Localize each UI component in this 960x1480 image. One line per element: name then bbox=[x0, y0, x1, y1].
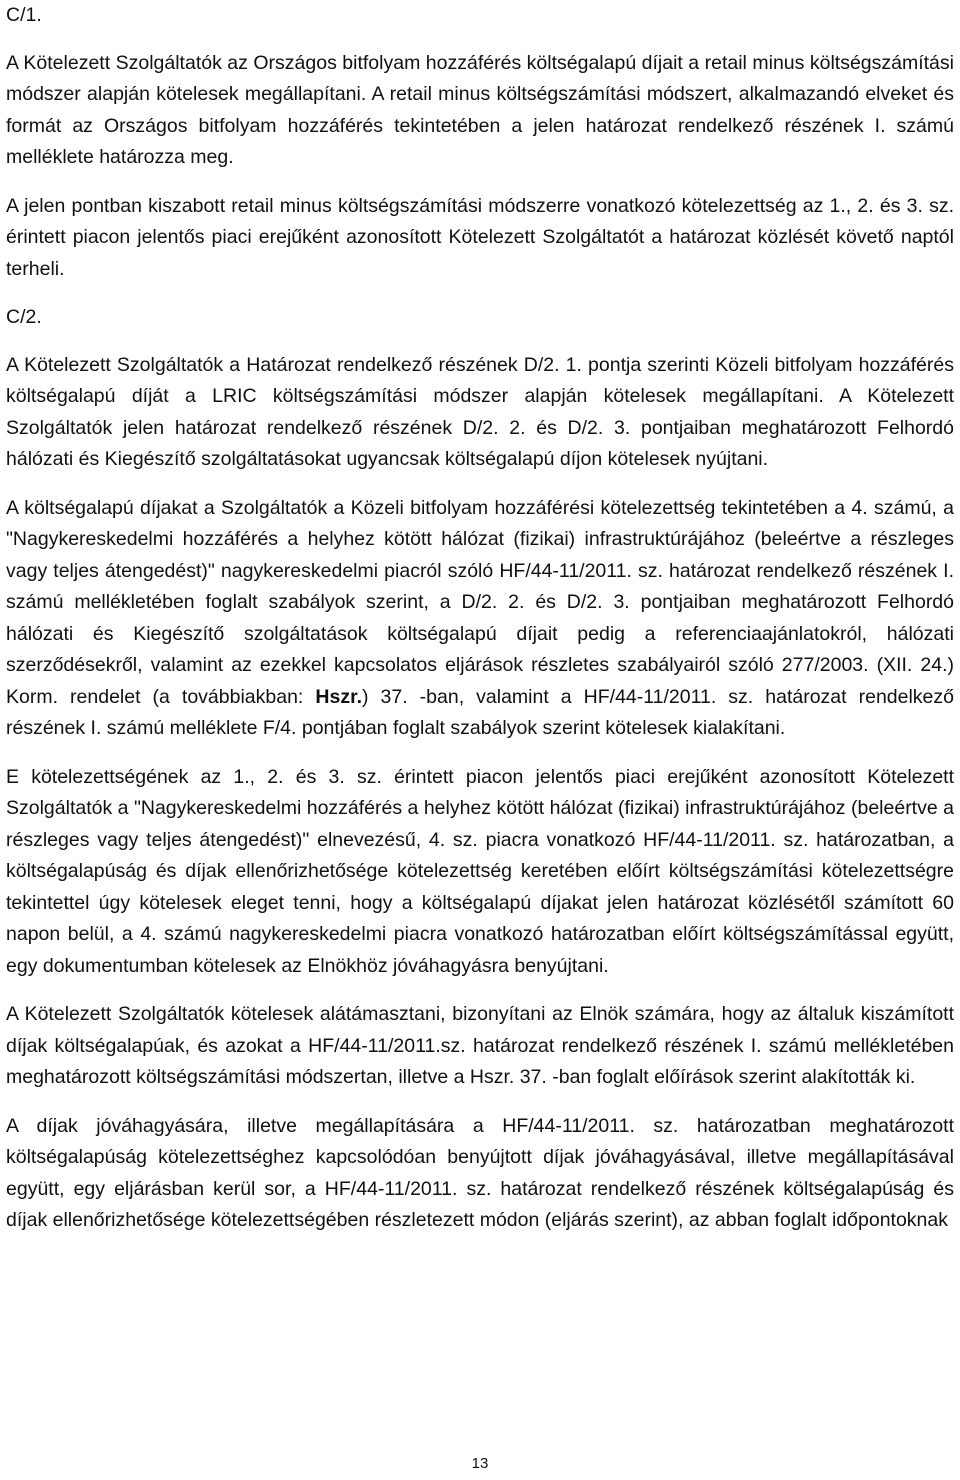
paragraph-text-part: A költségalapú díjakat a Szolgáltatók a Közeli bitfolyam hozzáférési kötelezettség tekintetében a 4. számú, a "Nagykereskedelmi hozzáférés a helyhez kötött hálózat (fizikai) infrastruktúrájához (beleértve a részleges vagy teljes átengedést)" nagykereskedelmi piacról szóló HF/44-11/2011. sz. határozat rendelkező részének I. számú mellékletében foglalt szabályok szerint, a D/2. 2. és D/2. 3. pontjaiban meghatározott Felhordó hálózati és Kiegészítő szolgáltatások költségalapú díjait pedig a referenciaajánlatokról, hálózati szerződésekről, valamint az ezekkel kapcsolatos eljárások részletes szabályairól szóló 277/2003. (XII. 24.) Korm. rendelet (a továbbiakban: bbox=[6, 496, 954, 708]
page-number: 13 bbox=[471, 1455, 489, 1472]
bold-abbreviation: Hszr. bbox=[315, 685, 362, 708]
section-heading-c1: C/1. bbox=[6, 4, 42, 26]
paragraph-submission-obligation: E kötelezettségének az 1., 2. és 3. sz. érintett piacon jelentős piaci erejűként azonosított Kötelezett Szolgáltatók a "Nagykereskedelmi hozzáférés a helyhez kötött hálózat (fizikai) infrastruktúrájához (beleértve a részleges vagy teljes átengedést)" elnevezésű, 4. sz. piacra vonatkozó HF/44-11/2011. sz. határozatban, a költségalapúság és díjak ellenőrizhetősége kötelezettség keretében előírt költségszámítási kötelezettségre tekintettel úgy kötelesek eleget tenni, hogy a költségalapú díjakat jelen határozat közlésétől számított 60 napon belül, a 4. számú nagykereskedelmi piacra vonatkozó határozatban előírt költségszámítással együtt, egy dokumentumban kötelesek az Elnökhöz jóváhagyásra benyújtani. bbox=[6, 765, 954, 977]
paragraph-c2-lric: A Kötelezett Szolgáltatók a Határozat rendelkező részének D/2. 1. pontja szerinti Közeli bitfolyam hozzáférés költségalapú díját a LRIC költségszámítási módszer alapján kötelesek megállapítani. A Kötelezett Szolgáltatók jelen határozat rendelkező részének D/2. 2. és D/2. 3. pontjaiban meghatározott Felhordó hálózati és Kiegészítő szolgáltatásokat ugyancsak költségalapú díjon kötelesek nyújtani. bbox=[6, 353, 954, 470]
paragraph-c1-obligation: A jelen pontban kiszabott retail minus költségszámítási módszerre vonatkozó kötelezettség az 1., 2. és 3. sz. érintett piacon jelentős piaci erejűként azonosított Kötelezett Szolgáltatót a határozat közlését követő naptól terheli. bbox=[6, 194, 954, 280]
document-page bbox=[6, 0, 954, 1254]
paragraph-cost-based-fees bbox=[6, 493, 954, 745]
paragraph-approval: A díjak jóváhagyására, illetve megállapítására a HF/44-11/2011. sz. határozatban meghatározott költségalapúság kötelezettséghez kapcsolódóan benyújtott díjak jóváhagyásával, illetve megállapításával együtt, egy eljárásban kerül sor, a HF/44-11/2011. sz. határozat rendelkező részének költségalapúság és díjak ellenőrizhetősége kötelezettségében részletezett módon (eljárás szerint), az abban foglalt időpontoknak bbox=[6, 1114, 954, 1231]
paragraph-c1-retail-minus: A Kötelezett Szolgáltatók az Országos bitfolyam hozzáférés költségalapú díjait a retail minus költségszámítási módszer alapján kötelesek megállapítani. A retail minus költségszámítási módszert, alkalmazandó elveket és formát az Országos bitfolyam hozzáférés tekintetében a jelen határozat rendelkező részének I. számú melléklete határozza meg. bbox=[6, 51, 954, 168]
section-heading-c2: C/2. bbox=[6, 306, 42, 328]
paragraph-text-part: ) 37. -ban, valamint a HF/44-11/2011. sz. határozat rendelkező részének I. számú melléklete F/4. pontjában foglalt szabályok szerint kötelesek kialakítani. bbox=[6, 685, 954, 739]
paragraph-justification: A Kötelezett Szolgáltatók kötelesek alátámasztani, bizonyítani az Elnök számára, hogy az általuk kiszámított díjak költségalapúak, és azokat a HF/44-11/2011.sz. határozat rendelkező részének I. számú mellékletében meghatározott költségszámítási módszertan, illetve a Hszr. 37. -ban foglalt előírások szerint alakították ki. bbox=[6, 1003, 954, 1088]
